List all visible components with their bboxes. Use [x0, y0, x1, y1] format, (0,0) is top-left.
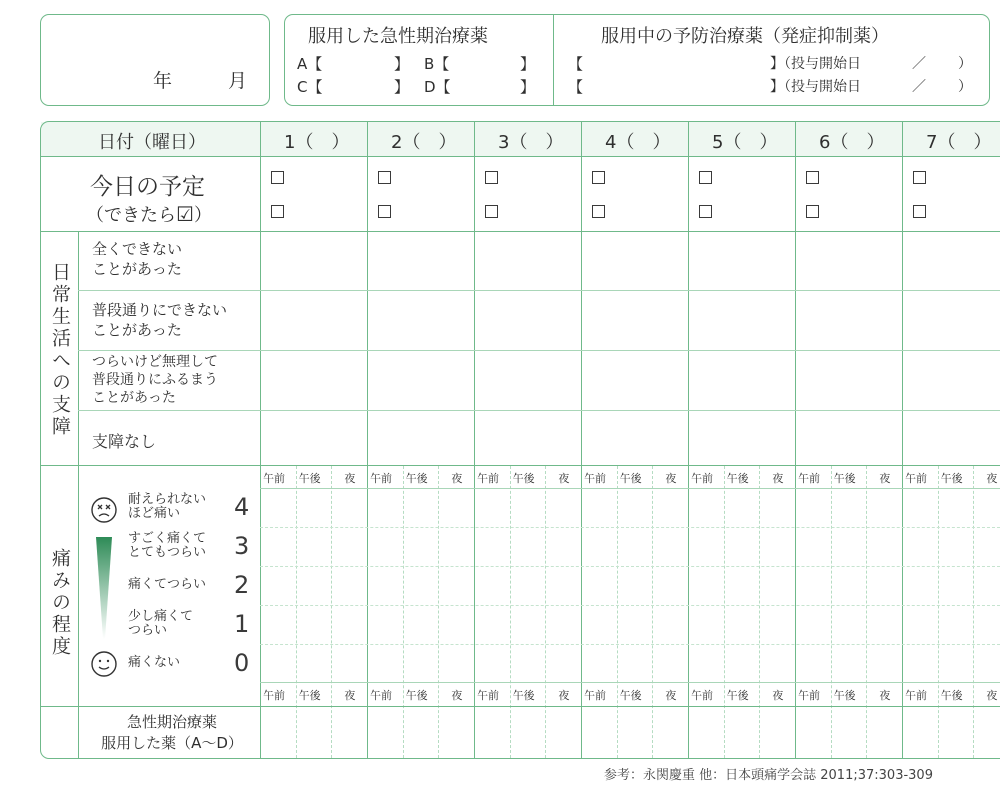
day-column-divider: [367, 121, 368, 759]
time-of-day-label: 午後: [726, 689, 749, 702]
date-month-label: 月: [228, 70, 248, 92]
pain-level-line-2: [260, 566, 1000, 567]
plan-label: 今日の予定: [90, 174, 205, 200]
time-of-day-label: 午後: [405, 472, 428, 485]
acute-bottom-line-1: 急性期治療薬: [126, 713, 217, 731]
time-of-day-label: 午前: [691, 689, 713, 702]
time-of-day-label: 午前: [370, 689, 392, 702]
day-header: 2（ ）: [391, 132, 457, 153]
time-of-day-label: 夜: [344, 689, 356, 702]
pain-level-label-line: すごく痛くて: [128, 531, 207, 546]
impact-row-4-label: 支障なし: [92, 432, 157, 451]
plan-checkbox[interactable]: [378, 171, 391, 184]
pain-level-label-line: ほど痛い: [128, 506, 181, 521]
pain-score: 3: [234, 532, 250, 560]
plan-checkbox[interactable]: [592, 205, 605, 218]
smile-face-icon: [90, 650, 118, 678]
pain-score: 2: [234, 571, 250, 599]
acute-row-1-left: A【: [297, 55, 323, 73]
plan-checkbox[interactable]: [271, 171, 284, 184]
group-column-divider: [78, 231, 79, 759]
plan-checkbox[interactable]: [378, 205, 391, 218]
time-slot-divider: [403, 466, 404, 758]
time-of-day-label: 夜: [558, 472, 570, 485]
pain-level-label: [128, 532, 206, 560]
pain-level-label: [128, 656, 180, 670]
plan-checkbox[interactable]: [806, 205, 819, 218]
plan-checkbox[interactable]: [913, 205, 926, 218]
date-header-label: 日付（曜日）: [98, 132, 206, 153]
time-slot-divider: [938, 466, 939, 758]
impact-row-3-line-1: つらいけど無理して: [92, 354, 218, 370]
pain-bottom-subheader-line: [260, 682, 1000, 683]
impact-row-1-line-1: 全くできない: [92, 240, 183, 258]
pain-gradient-wedge: [95, 537, 113, 639]
time-of-day-label: 午後: [940, 689, 963, 702]
time-of-day-label: 午前: [905, 689, 927, 702]
acute-row-1-right-close: 】: [520, 55, 536, 73]
plan-checkbox[interactable]: [485, 171, 498, 184]
day-column-divider: [795, 121, 796, 759]
time-of-day-label: 夜: [665, 689, 677, 702]
time-of-day-label: 午前: [798, 472, 820, 485]
medication-divider: [553, 14, 554, 106]
day-header: 5（ ）: [712, 132, 778, 153]
acute-row-2-left-close: 】: [394, 78, 410, 96]
time-slot-divider: [831, 466, 832, 758]
impact-row-2-line-1: 普段通りにできない: [92, 301, 228, 319]
pain-level-label-line: 耐えられない: [128, 492, 207, 507]
time-of-day-label: 午前: [584, 472, 606, 485]
acute-row-1-right: B【: [424, 55, 450, 73]
acute-row-1-left-close: 】: [394, 55, 410, 73]
time-of-day-label: 夜: [344, 472, 356, 485]
preventive-title: 服用中の予防治療薬（発症抑制薬）: [601, 26, 889, 47]
plan-sublabel-open: （できたら: [86, 205, 176, 226]
time-of-day-label: 夜: [986, 472, 998, 485]
impact-row-line-3: [78, 410, 1000, 411]
day-header: 3（ ）: [498, 132, 564, 153]
pain-group-label: 痛みの程度: [49, 548, 71, 658]
pain-level-label: [128, 493, 206, 521]
time-of-day-label: 午後: [512, 689, 535, 702]
acute-bottom-line-2: 服用した薬（A〜D）: [101, 734, 243, 752]
time-slot-divider: [331, 466, 332, 758]
pain-score: 1: [234, 610, 250, 638]
time-of-day-label: 夜: [451, 472, 463, 485]
pain-level-label-line: とてもつらい: [128, 545, 207, 560]
day-header: 7（ ）: [926, 132, 992, 153]
pain-level-line-4: [260, 644, 1000, 645]
label-column-divider: [260, 121, 261, 759]
time-slot-divider: [866, 466, 867, 758]
pain-score: 0: [234, 649, 250, 677]
plan-checkbox[interactable]: [271, 205, 284, 218]
impact-row-line-1: [78, 290, 1000, 291]
impact-group-label: 日常生活への支障: [49, 262, 71, 438]
day-header: 1（ ）: [284, 132, 350, 153]
acute-row-2-right: D【: [424, 78, 451, 96]
pain-level-label-line: 痛くてつらい: [128, 577, 207, 592]
acute-bottom-label: [92, 712, 252, 754]
time-of-day-label: 午後: [619, 689, 642, 702]
time-slot-divider: [724, 466, 725, 758]
day-header: 4（ ）: [605, 132, 671, 153]
time-of-day-label: 午後: [619, 472, 642, 485]
day-column-divider: [688, 121, 689, 759]
time-of-day-label: 夜: [772, 472, 784, 485]
preventive-row-2-open: 【: [568, 78, 584, 96]
time-of-day-label: 午前: [798, 689, 820, 702]
time-of-day-label: 午前: [477, 472, 499, 485]
plan-checkbox[interactable]: [913, 171, 926, 184]
time-of-day-label: 午前: [263, 689, 285, 702]
header-bottom-line: [40, 156, 1000, 157]
pain-level-label: [128, 578, 206, 592]
time-of-day-label: 午後: [298, 472, 321, 485]
time-of-day-label: 夜: [772, 689, 784, 702]
preventive-row-1-slash: ／: [912, 56, 926, 72]
impact-bottom-line: [40, 465, 1000, 466]
citation-footer: 参考：永関慶重 他：日本頭痛学会誌 2011;37:303-309: [604, 768, 933, 783]
plan-checkbox[interactable]: [699, 205, 712, 218]
preventive-row-1-open: 【: [568, 55, 584, 73]
impact-row-1-label: [92, 239, 182, 279]
preventive-row-2-end: ）: [958, 79, 972, 95]
day-column-divider: [581, 121, 582, 759]
time-slot-divider: [652, 466, 653, 758]
time-slot-divider: [545, 466, 546, 758]
time-slot-divider: [973, 466, 974, 758]
time-of-day-label: 午前: [691, 472, 713, 485]
impact-row-3-line-2: 普段通りにふるまう: [92, 372, 218, 388]
plan-checkbox[interactable]: [485, 205, 498, 218]
pain-level-label-line: 痛くない: [128, 655, 181, 670]
time-of-day-label: 午後: [405, 689, 428, 702]
acute-row-2-right-close: 】: [520, 78, 536, 96]
pain-score: 4: [234, 493, 250, 521]
date-year-label: 年: [153, 70, 173, 92]
pain-top-subheader-line: [260, 488, 1000, 489]
time-of-day-label: 午後: [298, 689, 321, 702]
pain-bottom-line: [40, 706, 1000, 707]
time-of-day-label: 夜: [879, 689, 891, 702]
preventive-row-2-slash: ／: [912, 79, 926, 95]
day-column-divider: [902, 121, 903, 759]
time-of-day-label: 夜: [558, 689, 570, 702]
time-of-day-label: 午後: [833, 689, 856, 702]
time-slot-divider: [296, 466, 297, 758]
time-of-day-label: 午前: [477, 689, 499, 702]
acute-row-2-left: C【: [297, 78, 323, 96]
check-icon: ☑: [176, 202, 194, 226]
time-of-day-label: 午後: [940, 472, 963, 485]
preventive-row-1-end: ）: [958, 56, 972, 72]
day-header: 6（ ）: [819, 132, 885, 153]
time-slot-divider: [759, 466, 760, 758]
time-of-day-label: 午後: [512, 472, 535, 485]
time-of-day-label: 夜: [879, 472, 891, 485]
preventive-row-2-close: 】（投与開始日: [770, 79, 861, 95]
acute-title: 服用した急性期治療薬: [308, 26, 488, 47]
pain-level-label-line: 少し痛くて: [128, 609, 194, 624]
time-of-day-label: 午前: [263, 472, 285, 485]
impact-row-2-line-2: ことがあった: [92, 321, 182, 339]
time-slot-divider: [510, 466, 511, 758]
time-of-day-label: 夜: [451, 689, 463, 702]
impact-row-3-label: [92, 353, 218, 407]
impact-row-3-line-3: ことがあった: [92, 390, 176, 406]
time-slot-divider: [617, 466, 618, 758]
pain-level-line-1: [260, 527, 1000, 528]
plan-bottom-line: [40, 231, 1000, 232]
time-slot-divider: [438, 466, 439, 758]
plan-checkbox[interactable]: [592, 171, 605, 184]
day-column-divider: [474, 121, 475, 759]
pain-level-label: [128, 610, 193, 638]
time-of-day-label: 午前: [584, 689, 606, 702]
time-of-day-label: 午後: [833, 472, 856, 485]
pain-level-line-3: [260, 605, 1000, 606]
time-of-day-label: 午前: [370, 472, 392, 485]
preventive-row-1-close: 】（投与開始日: [770, 56, 861, 72]
impact-row-2-label: [92, 300, 227, 340]
impact-row-line-2: [78, 350, 1000, 351]
plan-checkbox[interactable]: [699, 171, 712, 184]
plan-checkbox[interactable]: [806, 171, 819, 184]
sad-face-icon: [90, 496, 118, 524]
time-of-day-label: 午前: [905, 472, 927, 485]
plan-sublabel-close: ）: [193, 205, 212, 226]
impact-row-1-line-2: ことがあった: [92, 260, 182, 278]
pain-level-label-line: つらい: [128, 623, 168, 638]
plan-sublabel: [86, 201, 212, 227]
time-of-day-label: 夜: [665, 472, 677, 485]
time-of-day-label: 午後: [726, 472, 749, 485]
time-of-day-label: 夜: [986, 689, 998, 702]
